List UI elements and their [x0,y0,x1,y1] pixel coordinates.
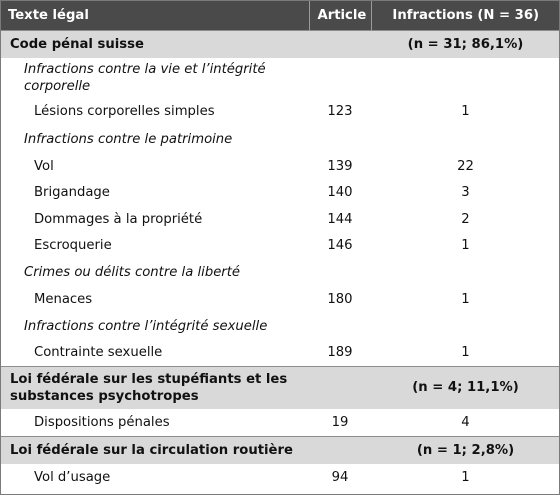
offense-label: Vol [34,158,54,174]
subcategory-row [0,313,560,340]
offense-label: Dommages à la propriété [34,211,203,227]
article-cell [309,58,371,98]
header-offenses: Infractions (N = 36) [371,0,560,31]
offense-count-cell: (n = 1; 2,8%) [371,437,560,464]
offense-count-cell [371,313,560,340]
section-row-circulation [0,437,560,464]
table-row [0,153,560,180]
subcategory-row [0,259,560,286]
offense-count-cell: (n = 4; 11,1%) [371,367,560,409]
subcategory-row [0,58,560,98]
table-row [0,180,560,206]
offense-label: Menaces [34,291,93,307]
subcategory-label: Infractions contre le patrimoine [24,131,233,147]
section-label: Loi fédérale sur les stupéfiants et les substances psychotropes [0,367,309,409]
offense-count-cell [371,126,560,153]
table-row [0,409,560,437]
subcategory-row [0,126,560,153]
article-cell: 123 [327,104,353,119]
offense-count-cell: 4 [461,414,470,430]
article-cell: 94 [331,469,349,485]
subcategory-label: Infractions contre la vie et l’intégrité corporelle [24,61,266,94]
article-cell [309,126,371,153]
section-row-code-penal [0,31,560,58]
offense-count-cell: 3 [461,185,470,200]
table-row [0,286,560,313]
offense-label: Lésions corporelles simples [34,104,215,119]
article-cell: 146 [327,238,353,253]
article-cell: 19 [331,414,349,430]
offense-count-cell: 22 [457,158,474,174]
offense-count-cell [371,58,560,98]
article-cell: 144 [327,211,353,227]
offense-count-cell: 1 [461,291,470,307]
article-cell [309,367,371,409]
table-row [0,464,560,491]
article-cell [309,313,371,340]
offense-count-cell: 2 [461,211,470,227]
article-cell [309,259,371,286]
table-header-row [0,0,560,31]
offense-label: Dispositions pénales [34,414,170,430]
section-label: Code pénal suisse [0,31,309,58]
article-cell: 140 [327,185,353,200]
table-row [0,98,560,126]
section-label: Loi fédérale sur la circulation routière [0,437,309,464]
subcategory-label: Infractions contre l’intégrité sexuelle [24,318,268,334]
subcategory-label: Crimes ou délits contre la liberté [24,264,241,280]
table-row [0,206,560,233]
article-cell [309,31,371,58]
offense-count-cell: 1 [461,104,470,119]
offense-label: Vol d’usage [34,469,111,485]
table-row [0,233,560,259]
offense-label: Brigandage [34,185,110,200]
article-cell: 139 [327,158,353,174]
section-row-stupefiants [0,367,560,409]
article-cell: 180 [327,291,353,307]
offense-count-cell: 1 [461,238,470,253]
article-cell: 189 [327,345,353,361]
article-cell [309,437,371,464]
offense-count-cell: 1 [461,469,470,485]
offense-count-cell: 1 [461,345,470,361]
offense-label: Contrainte sexuelle [34,345,163,361]
table-row [0,340,560,367]
header-article: Article [309,0,371,31]
offense-count-cell [371,259,560,286]
offense-count-cell: (n = 31; 86,1%) [371,31,560,58]
offense-label: Escroquerie [34,238,112,253]
header-legal-text: Texte légal [0,0,309,31]
